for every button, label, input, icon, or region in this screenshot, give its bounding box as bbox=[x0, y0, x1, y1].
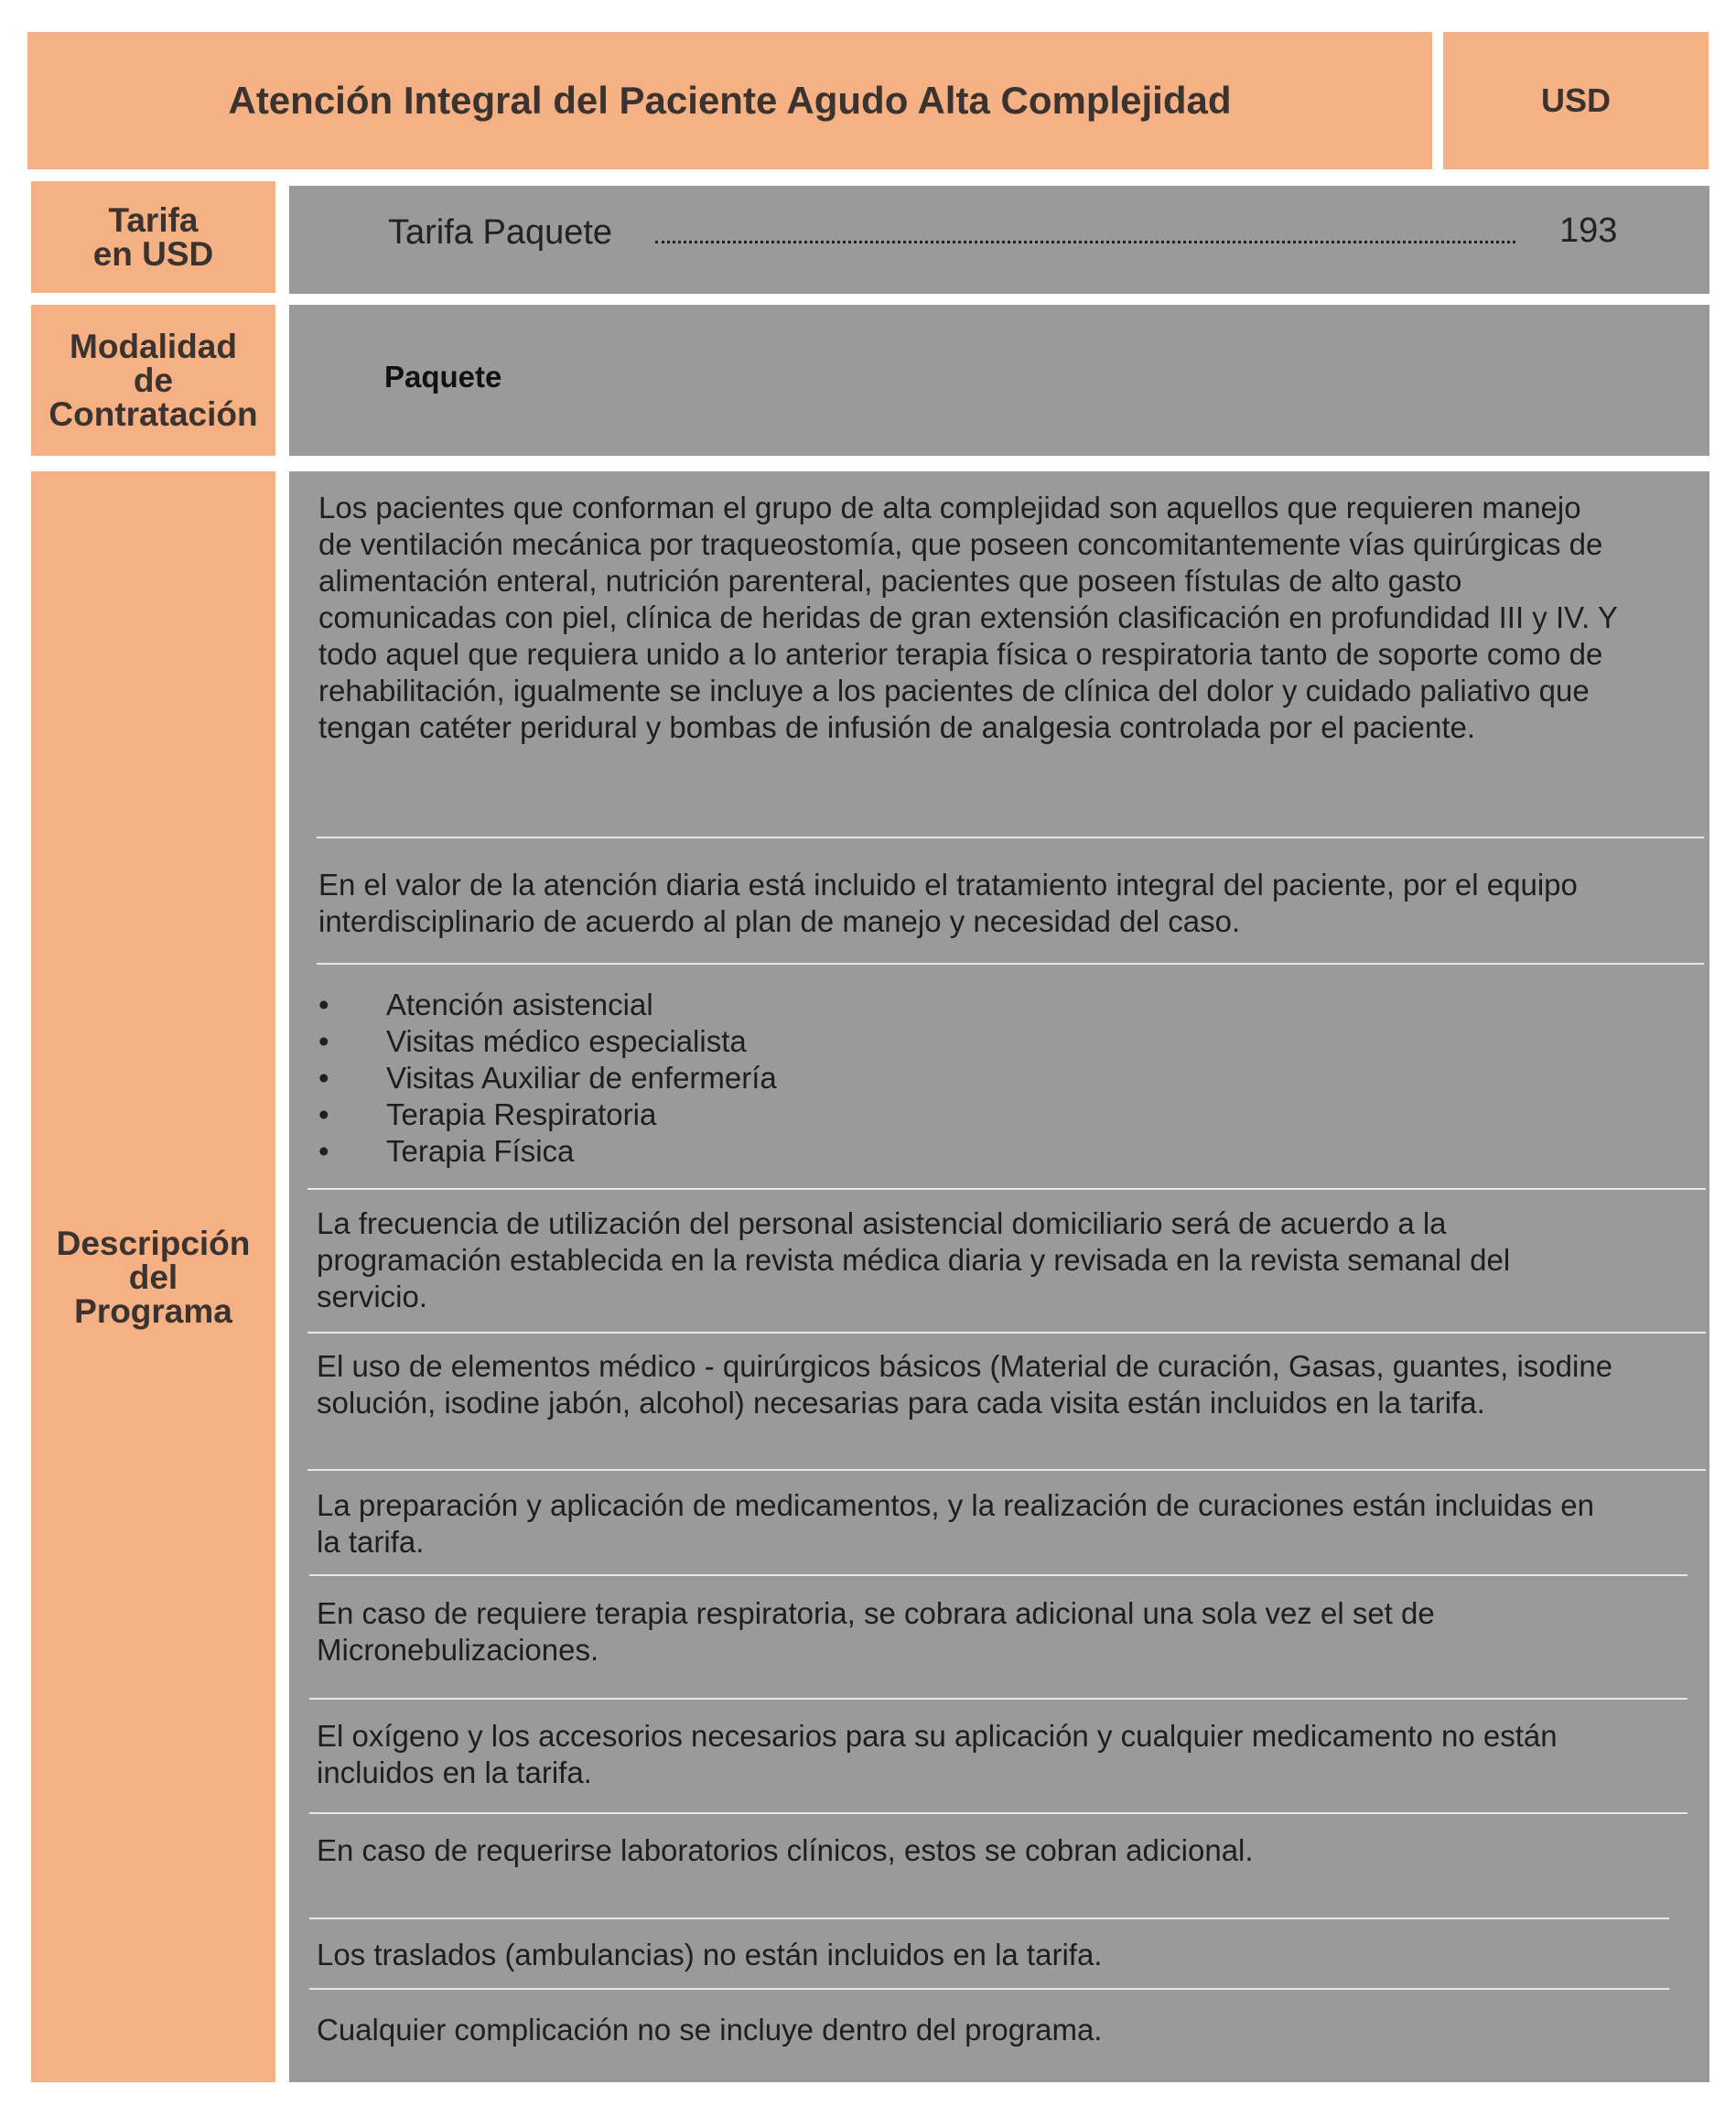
section-divider bbox=[307, 1188, 1706, 1190]
description-paragraph-10: Cualquier complicación no se incluye dentro del programa. bbox=[317, 2013, 1103, 2047]
section-divider bbox=[309, 1988, 1669, 1990]
included-services-list bbox=[318, 987, 777, 1170]
descripcion-label-cell bbox=[31, 471, 275, 2082]
list-item: • Terapia Física bbox=[318, 1134, 575, 1168]
title-cell bbox=[27, 32, 1432, 169]
tarifa-value: 193 bbox=[1559, 211, 1618, 250]
description-paragraph-3: La frecuencia de utilización del personal asistencial domiciliario será de acuerdo a la programación establecida en la revista médica diaria y revisada en la revista semanal del servicio. bbox=[317, 1206, 1511, 1313]
description-paragraph-5: La preparación y aplicación de medicamentos, y la realización de curaciones están incluidas en la tarifa. bbox=[317, 1488, 1594, 1559]
description-paragraph-4: El uso de elementos médico - quirúrgicos básicos (Material de curación, Gasas, guantes, isodine solución, isodine jabón, alcohol) necesarias para cada visita están incluidos en la tarifa. bbox=[317, 1349, 1613, 1420]
description-paragraph-2: En el valor de la atención diaria está incluido el tratamiento integral del paciente, por el equipo interdisciplinario de acuerdo al plan de manejo y necesidad del caso. bbox=[318, 868, 1578, 938]
description-paragraph-9: Los traslados (ambulancias) no están incluidos en la tarifa. bbox=[317, 1938, 1103, 1971]
modalidad-label-line1: Modalidad bbox=[70, 328, 237, 365]
tarifa-item-label: Tarifa Paquete bbox=[388, 213, 613, 252]
section-divider bbox=[307, 1469, 1706, 1471]
descripcion-label-line1: Descripción bbox=[56, 1224, 251, 1262]
section-divider bbox=[317, 837, 1704, 838]
description-paragraph-6: En caso de requiere terapia respiratoria, se cobrara adicional una sola vez el set de Micronebulizaciones. bbox=[317, 1596, 1435, 1667]
section-divider bbox=[309, 1574, 1687, 1576]
modalidad-label-line3: Contratación bbox=[49, 395, 258, 433]
modalidad-value: Paquete bbox=[384, 360, 502, 394]
modalidad-label-cell bbox=[31, 305, 275, 456]
dotted-leader bbox=[655, 241, 1515, 243]
descripcion-label-line3: Programa bbox=[74, 1291, 232, 1330]
descripcion-label-line2: del bbox=[128, 1258, 178, 1296]
section-divider bbox=[309, 1698, 1687, 1700]
currency-cell bbox=[1443, 32, 1709, 169]
tarifa-content-cell bbox=[289, 186, 1709, 294]
currency-label: USD bbox=[1540, 81, 1611, 119]
tarifa-label-cell bbox=[31, 181, 275, 293]
modalidad-content-cell bbox=[289, 305, 1709, 456]
description-paragraph-8: En caso de requerirse laboratorios clínicos, estos se cobran adicional. bbox=[317, 1833, 1254, 1867]
page-title: Atención Integral del Paciente Agudo Alta Complejidad bbox=[228, 79, 1232, 122]
section-divider bbox=[317, 963, 1704, 965]
list-item: • Atención asistencial bbox=[318, 988, 653, 1021]
modalidad-label-line2: de bbox=[133, 362, 174, 399]
list-item: • Visitas médico especialista bbox=[318, 1024, 747, 1058]
section-divider bbox=[309, 1917, 1669, 1919]
section-divider bbox=[307, 1332, 1706, 1334]
description-paragraph-7: El oxígeno y los accesorios necesarios para su aplicación y cualquier medicamento no están incluidos en la tarifa. bbox=[317, 1719, 1558, 1789]
list-item: • Terapia Respiratoria bbox=[318, 1097, 657, 1131]
tarifa-label-line1: Tarifa bbox=[108, 201, 199, 239]
tarifa-label-line2: en USD bbox=[92, 235, 214, 273]
section-divider bbox=[309, 1812, 1687, 1814]
descripcion-content-cell bbox=[289, 471, 1709, 2082]
description-paragraph-1: Los pacientes que conforman el grupo de alta complejidad son aquellos que requieren manejo de ventilación mecánica por traqueostomía, que poseen concomitantemente vías quirúrgicas de alimentación enteral, nutrición parenteral, pacientes que poseen fístulas de alto gasto comunicadas con piel, clínica de heridas de gran extensión clasificación en profundidad III y IV. Y todo aquel que requiera unido a lo anterior terapia física o respiratoria tanto de soporte como de rehabilitación, igualmente se incluye a los pacientes de clínica del dolor y cuidado paliativo que tengan catéter peridural y bombas de infusión de analgesia controlada por el paciente. bbox=[318, 491, 1618, 744]
list-item: • Visitas Auxiliar de enfermería bbox=[318, 1061, 777, 1095]
